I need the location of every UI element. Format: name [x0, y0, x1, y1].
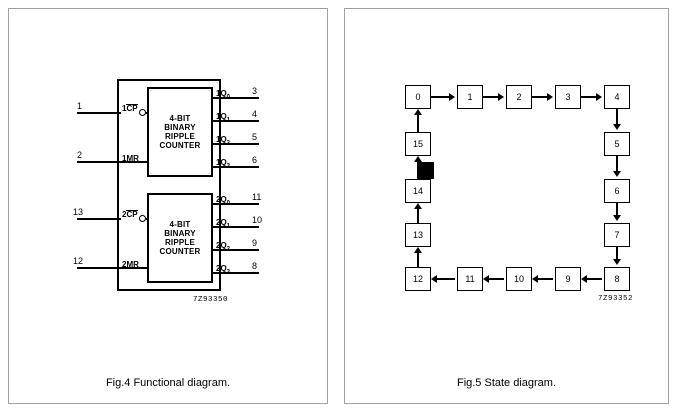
pin-number-6: 6 [252, 155, 258, 165]
bubble-2cp [139, 215, 146, 222]
state-node-4: 4 [604, 85, 630, 109]
arrow-head-2-3 [547, 93, 553, 101]
arrow-line-12-13 [417, 253, 419, 267]
arrow-line-8-9 [585, 278, 602, 280]
arrow-head-14-15 [414, 156, 422, 162]
pin-label-1q0: $1Q_0$ [216, 89, 231, 101]
state-node-3: 3 [555, 85, 581, 109]
state-node-13: 13 [405, 223, 431, 247]
part-code-left: 7Z93350 [193, 296, 229, 304]
counter-block-1-line-2: BINARY [164, 122, 196, 132]
state-node-11: 11 [457, 267, 483, 291]
state-node-5: 5 [604, 132, 630, 156]
arrow-line-11-12 [435, 278, 455, 280]
arrow-head-8-9 [581, 275, 587, 283]
state-node-6: 6 [604, 179, 630, 203]
caption-figure-5: Fig.5 State diagram. [456, 377, 557, 389]
state-node-8: 8 [604, 267, 630, 291]
arrow-head-12-13 [414, 247, 422, 253]
state-node-12: 12 [405, 267, 431, 291]
pin-number-11: 11 [252, 192, 262, 202]
counter-block-2-line-3: RIPPLE [164, 238, 196, 247]
arrow-head-1-2 [498, 93, 504, 101]
wire-input-1cp-inner [146, 112, 149, 114]
pin-number-5: 5 [252, 132, 258, 142]
counter-block-1 [147, 87, 213, 177]
state-node-7: 7 [604, 223, 630, 247]
state-node-10: 10 [506, 267, 532, 291]
caption-figure-4: Fig.4 Functional diagram. [105, 377, 231, 389]
pin-number-3: 3 [252, 86, 258, 96]
counter-block-1-line-3: RIPPLE [164, 132, 196, 141]
pin-number-10: 10 [252, 215, 263, 225]
pin-number-2: 2 [77, 150, 83, 160]
counter-block-2 [147, 193, 213, 283]
arrow-head-5-6 [613, 171, 621, 177]
pin-number-12: 12 [73, 256, 84, 266]
state-diagram-panel [344, 8, 669, 404]
pin-label-1q3: $1Q_3$ [216, 158, 231, 170]
counter-block-2-line-4: COUNTER [159, 247, 201, 257]
pin-label-1q1: $1Q_1$ [216, 112, 231, 124]
pin-label-2q3: $2Q_3$ [216, 264, 231, 276]
state-node-15: 15 [405, 132, 431, 156]
pin-label-2mr: 2MR [122, 260, 139, 269]
pin-label-2q2: $2Q_2$ [216, 241, 231, 253]
state-node-14: 14 [405, 179, 431, 203]
pin-label-2q0: $2Q_0$ [216, 195, 231, 207]
arrow-head-9-10 [532, 275, 538, 283]
pin-label-1q2: $1Q_2$ [216, 135, 231, 147]
arrow-line-0-1 [431, 96, 451, 98]
state-node-0: 0 [405, 85, 431, 109]
arrow-head-10-11 [483, 275, 489, 283]
arrow-head-3-4 [596, 93, 602, 101]
counter-block-2-line-1: 4-BIT [169, 219, 191, 229]
arrow-head-13-14 [414, 203, 422, 209]
arrow-head-11-12 [431, 275, 437, 283]
pin-label-2q1: $2Q_1$ [216, 218, 231, 230]
arrow-head-4-5 [613, 124, 621, 130]
pin-number-13: 13 [73, 207, 84, 217]
counter-block-1-line-1: 4-BIT [169, 113, 191, 123]
pin-number-1: 1 [77, 101, 83, 111]
pin-number-4: 4 [252, 109, 258, 119]
arrow-line-9-10 [536, 278, 553, 280]
functional-diagram-panel [8, 8, 328, 404]
state-node-2: 2 [506, 85, 532, 109]
state-node-9: 9 [555, 267, 581, 291]
wire-input-2cp-outer [77, 218, 121, 220]
arrow-line-10-11 [487, 278, 504, 280]
wire-input-2cp-inner [146, 218, 149, 220]
bubble-1cp [139, 109, 146, 116]
arrow-line-15-0 [417, 115, 419, 132]
arrow-line-14-15 [417, 162, 434, 179]
arrow-head-7-8 [613, 259, 621, 265]
state-diagram [345, 9, 670, 369]
arrow-line-13-14 [417, 209, 419, 223]
counter-block-2-line-2: BINARY [164, 228, 196, 238]
part-code-right: 7Z93352 [598, 295, 634, 303]
wire-input-1cp-outer [77, 112, 121, 114]
counter-block-1-line-4: COUNTER [159, 141, 201, 151]
pin-number-8: 8 [252, 261, 258, 271]
pin-label-1mr: 1MR [122, 154, 139, 163]
arrow-head-15-0 [414, 109, 422, 115]
pin-label-2cp: 2CP [122, 210, 138, 219]
functional-diagram [9, 9, 329, 369]
state-node-1: 1 [457, 85, 483, 109]
pin-label-1cp: 1CP [122, 104, 138, 113]
arrow-head-0-1 [449, 93, 455, 101]
pin-number-9: 9 [252, 238, 258, 248]
arrow-head-6-7 [613, 215, 621, 221]
